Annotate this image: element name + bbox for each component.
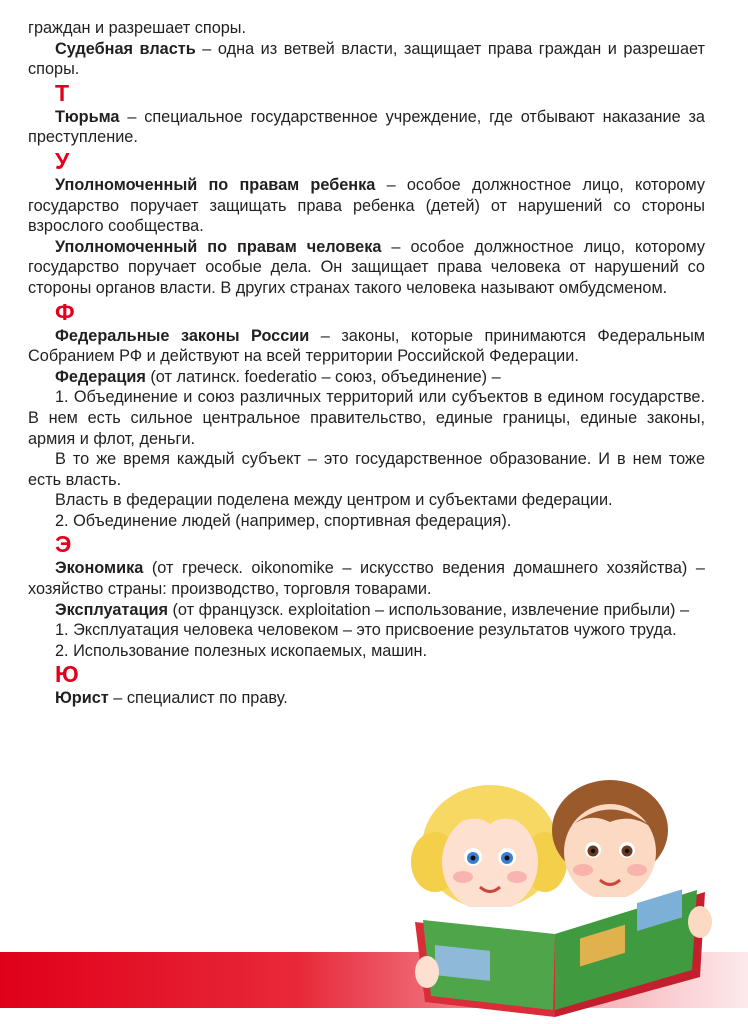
term: Эксплуатация [55,600,168,619]
glossary-entry-federation: Федерация (от латинск. foederatio – союз, объединение) – [55,367,501,386]
glossary-entry-federal-laws: Федеральные законы России – законы, которые принимаются Федеральным Собранием РФ и действуют на всей территории Российской Федерации. [28,326,705,366]
section-letter-yu: Ю [55,661,79,688]
glossary-entry-yurist: Юрист – специалист по праву. [55,689,288,708]
glossary-entry-federation-note2: Власть в федерации поделена между центром и субъектами федерации. [55,491,613,510]
glossary-entry-ombudsman-child: Уполномоченный по правам ребенка – особое должностное лицо, которому государство поручает защищать права ребенка (детей) от нарушений со стороны взрослого сообщества. [28,175,705,236]
term: Федеральные законы России [55,326,310,345]
glossary-entry-ombudsman-human: Уполномоченный по правам человека – особое должностное лицо, которому государство поручает особые дела. Он защищает права человека от нарушений со стороны органов власти. В других странах такого человека называют омбудсменом. [28,237,705,297]
children-reading-book-illustration [405,772,715,1022]
term: Уполномоченный по правам человека [55,237,382,256]
glossary-entry-federation-def2: 2. Объединение людей (например, спортивная федерация). [55,511,512,530]
glossary-entry-exploitation-def1: 1. Эксплуатация человека человеком – это присвоение результатов чужого труда. [55,621,677,640]
section-letter-t: Т [55,79,70,106]
glossary-entry-federation-def1: 1. Объединение и союз различных территорий или субъектов в едином государстве. В нем есть сильное центральное правительство, единые границы, единые законы, армия и флот, деньги. [28,388,705,448]
glossary-entry-exploitation: Эксплуатация (от французск. exploitation – использование, извлечение прибыли) – [55,600,690,619]
section-letter-u: У [55,147,70,174]
glossary-entry-continuation: граждан и разрешает споры. [28,19,247,37]
glossary-entry-exploitation-def2: 2. Использование полезных ископаемых, машин. [55,641,428,660]
glossary-entry-sudebnaya-vlast: Судебная власть – одна из ветвей власти, защищает права граждан и разрешает споры. [28,39,705,79]
glossary-page [28,18,705,709]
section-letter-e: Э [55,531,72,558]
glossary-entry-federation-note1: В то же время каждый субъект – это государственное образование. И в нем тоже есть власть. [28,450,705,489]
term: Федерация [55,367,146,386]
term: Экономика [55,559,144,578]
term: Тюрьма [55,107,120,126]
term: Уполномоченный по правам ребенка [55,175,376,194]
section-letter-f: Ф [55,298,75,325]
glossary-entry-economy: Экономика (от греческ. oikonomike – искусство ведения домашнего хозяйства) – хозяйство страны: производство, торговля товарами. [28,559,705,599]
glossary-entry-tyurma: Тюрьма – специальное государственное учреждение, где отбывают наказание за преступление. [28,107,705,147]
term: Юрист [55,689,109,708]
term: Судебная власть [55,39,196,58]
